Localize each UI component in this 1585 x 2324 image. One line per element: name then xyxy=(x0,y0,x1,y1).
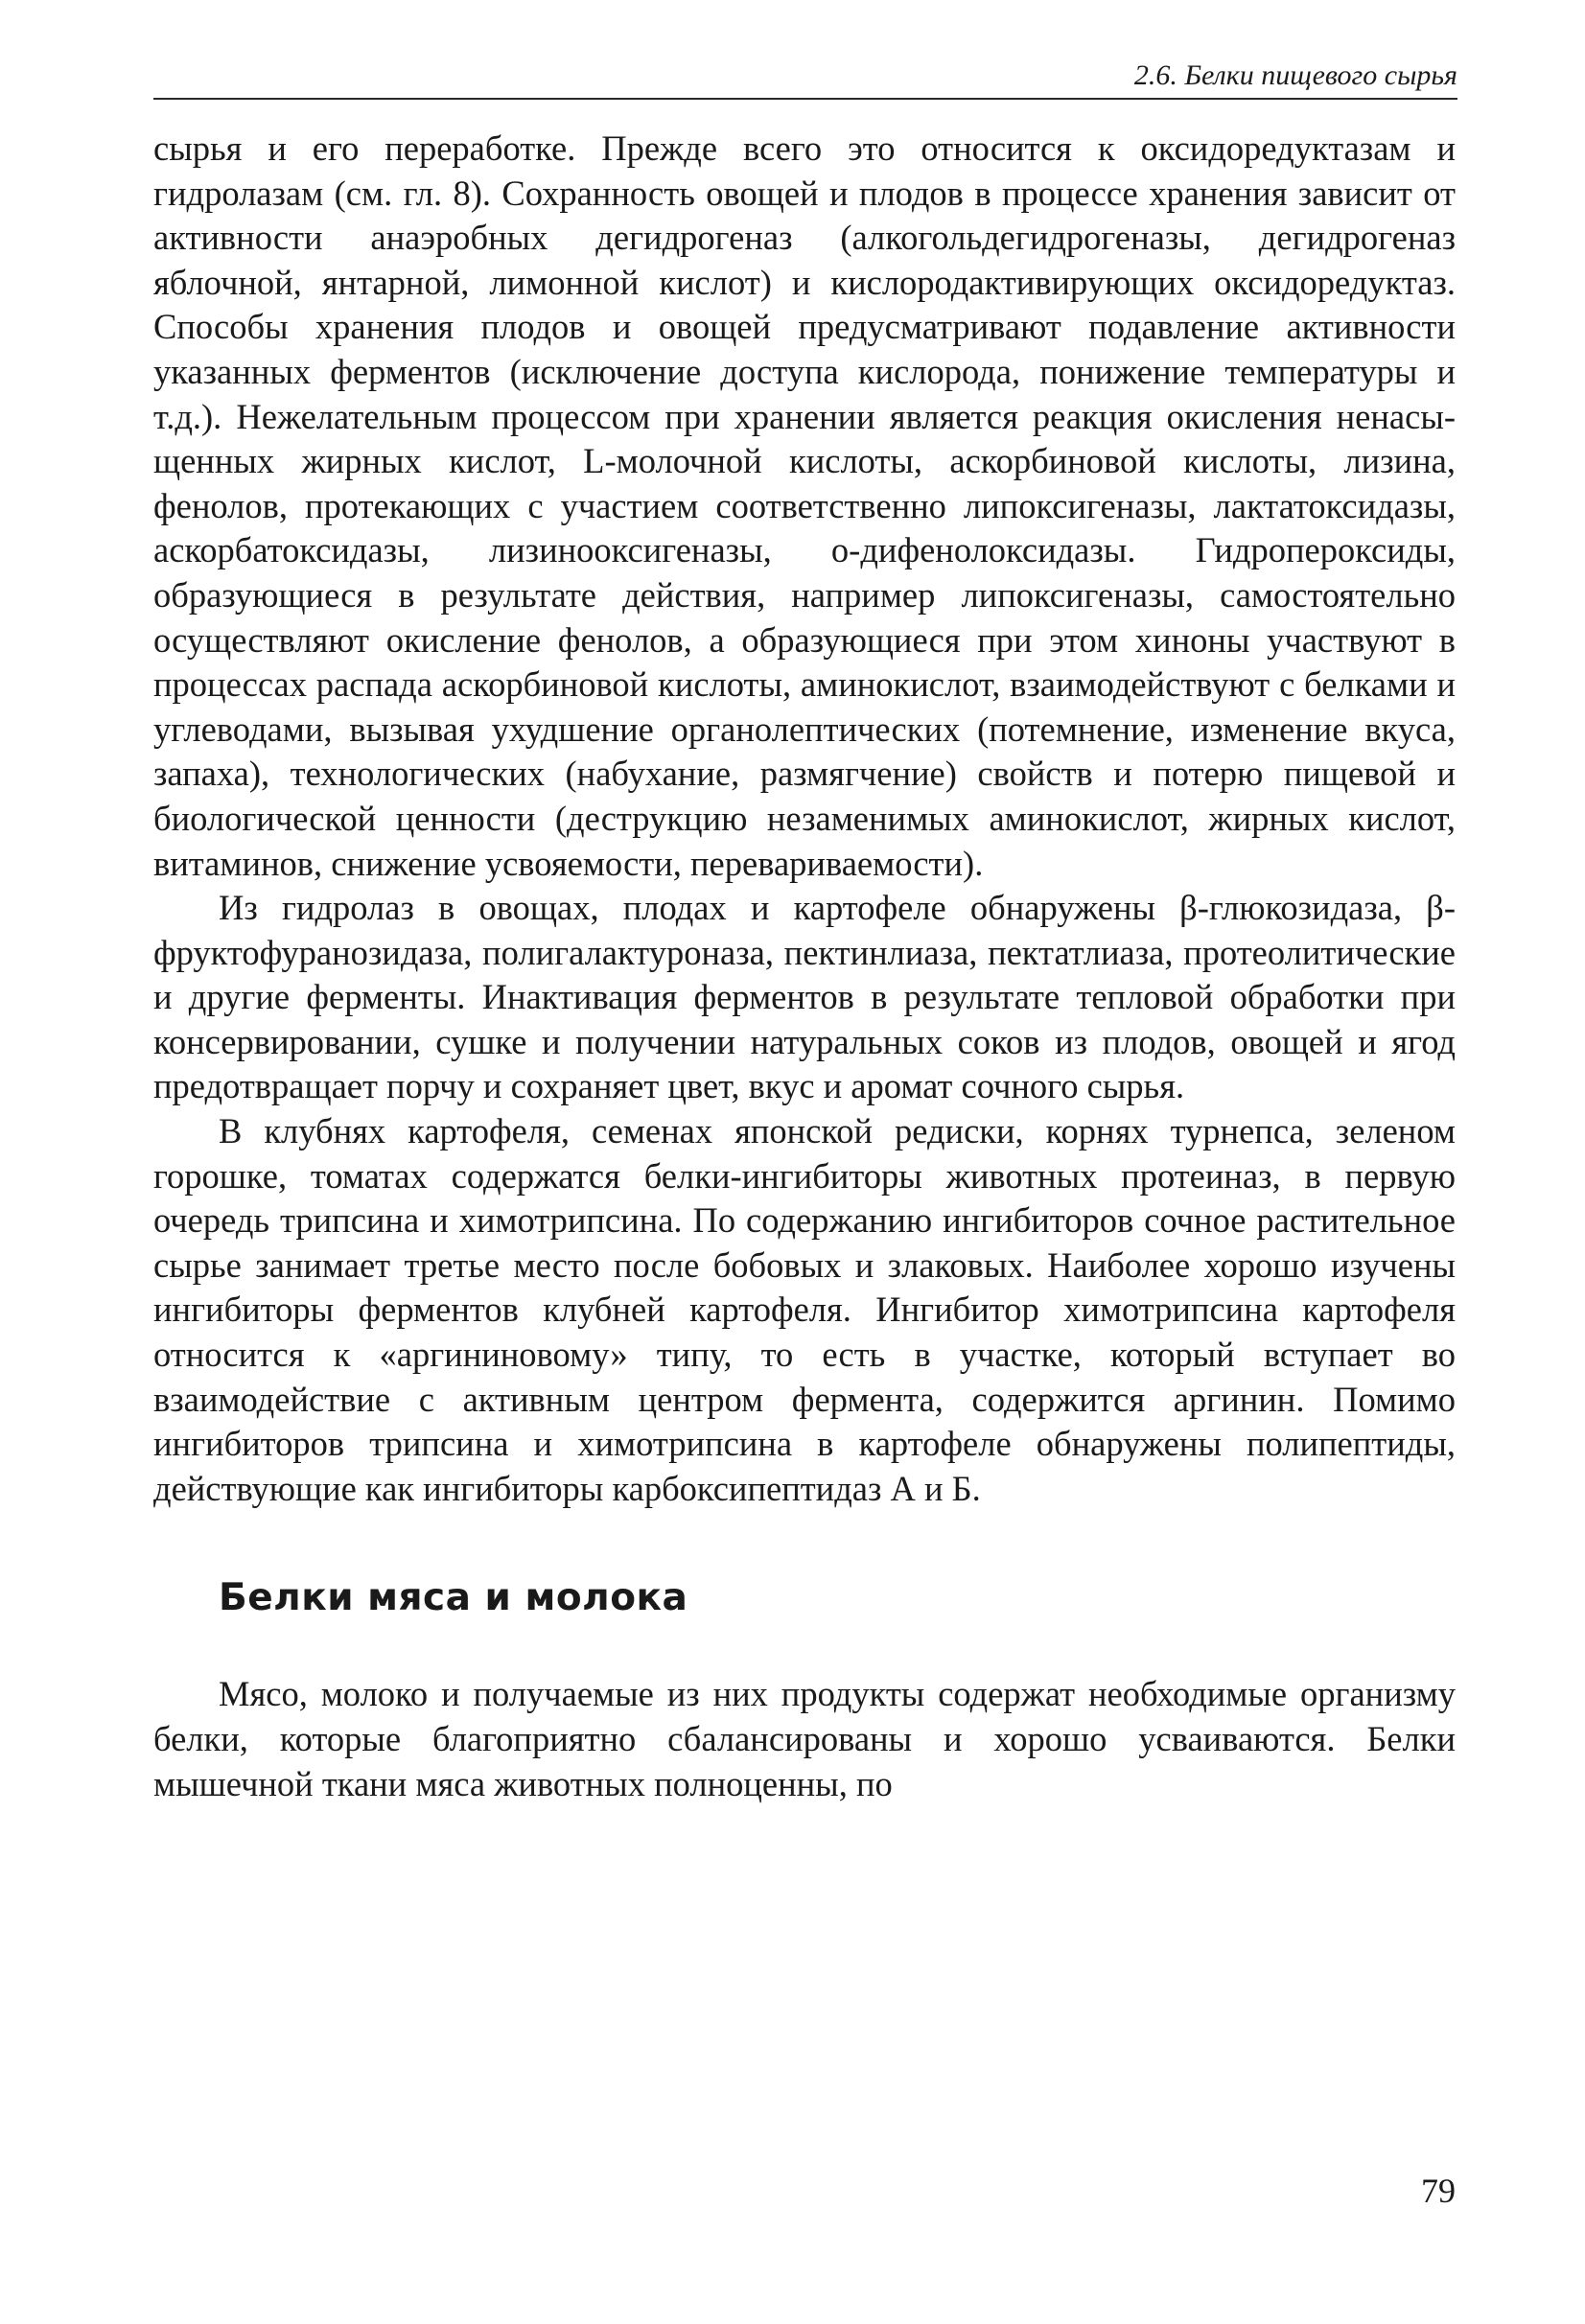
paragraph-inhibitors: В клубнях картофеля, семенах японской редиски, корнях турнепса, зеленом горошке, томатах содержатся белки-ингибиторы животных протеиназ, в первую очередь трипсина и химотрипсина. По содержанию ингибиторов сочное растительное сырье занимает третье место после бобовых и злаковых. Наиболее хорошо изучены ингибиторы ферментов клубней картофеля. Ингибитор химотрипсина картофеля относится к «аргининовому» типу, то есть в участке, который вступает во взаимодействие с активным центром фермента, содержится аргинин. Помимо ингибиторов трипсина и химотрипсина в картофеле обнаружены полипептиды, действующие как ингибиторы карбоксипептидаз А и Б. xyxy=(153,1111,1456,1508)
paragraph-continuation: сырья и его переработке. Прежде всего это относится к оксидоредуктазам и гидролазам (см. гл. 8). Сохранность овощей и плодов в процессе хранения зависит от активности анаэробных дегидрогеназ (алкогольдегидрогеназы, дегидрогеназ яблочной, янтарной, лимонной кислот) и кислородактивирующих оксидоредуктаз. Способы хранения плодов и овощей предусматривают подавление активности указанных ферментов (исключение доступа кислорода, понижение температуры и т.д.). Нежелательным процессом при хранении является реакция окисления ненасыщенных жирных кислот, L-молочной кислоты, аскорбиновой кислоты, лизина, фенолов, протекающих с участием соответственно липоксигеназы, лактатоксидазы, аскорбатоксидазы, лизинооксигеназы, о-дифенолоксидазы. Гидропероксиды, образующиеся в результате действия, например липоксигеназы, самостоятельно осуществляют окисление фенолов, а образующиеся при этом хиноны участвуют в процессах распада аскорбиновой кислоты, аминокислот, взаимодействуют с белками и углеводами, вызывая ухудшение органолептических (потемнение, изменение вкуса, запаха), технологических (набухание, размягчение) свойств и потерю пищевой и биологической ценности (деструкцию незаменимых аминокислот, жирных кислот, витаминов, снижение усвояемости, перевариваемости). xyxy=(153,128,1456,883)
body-text xyxy=(153,127,1456,1806)
running-header: 2.6. Белки пищевого сырья xyxy=(1133,59,1457,91)
paragraph-hydrolases: Из гидролаз в овощах, плодах и картофеле обнаружены β-глюкозидаза, β-фруктофуранозидаза, полигалактуроназа, пектинлиаза, пектатлиаза, протеолитические и другие ферменты. Инактивация ферментов в результате тепловой обработки при консервировании, сушке и получении натуральных соков из плодов, овощей и ягод предотвращает порчу и сохраняет цвет, вкус и аромат сочного сырья. xyxy=(153,888,1456,1106)
paragraph-meat-milk: Мясо, молоко и получаемые из них продукты содержат необходимые организму белки, которые благоприятно сбалансированы и хорошо усваиваются. Белки мышечной ткани мяса животных полноценны, по xyxy=(153,1674,1456,1803)
page-number: 79 xyxy=(1421,2172,1456,2210)
section-heading: Белки мяса и молока xyxy=(219,1576,688,1620)
header-rule xyxy=(153,98,1457,100)
